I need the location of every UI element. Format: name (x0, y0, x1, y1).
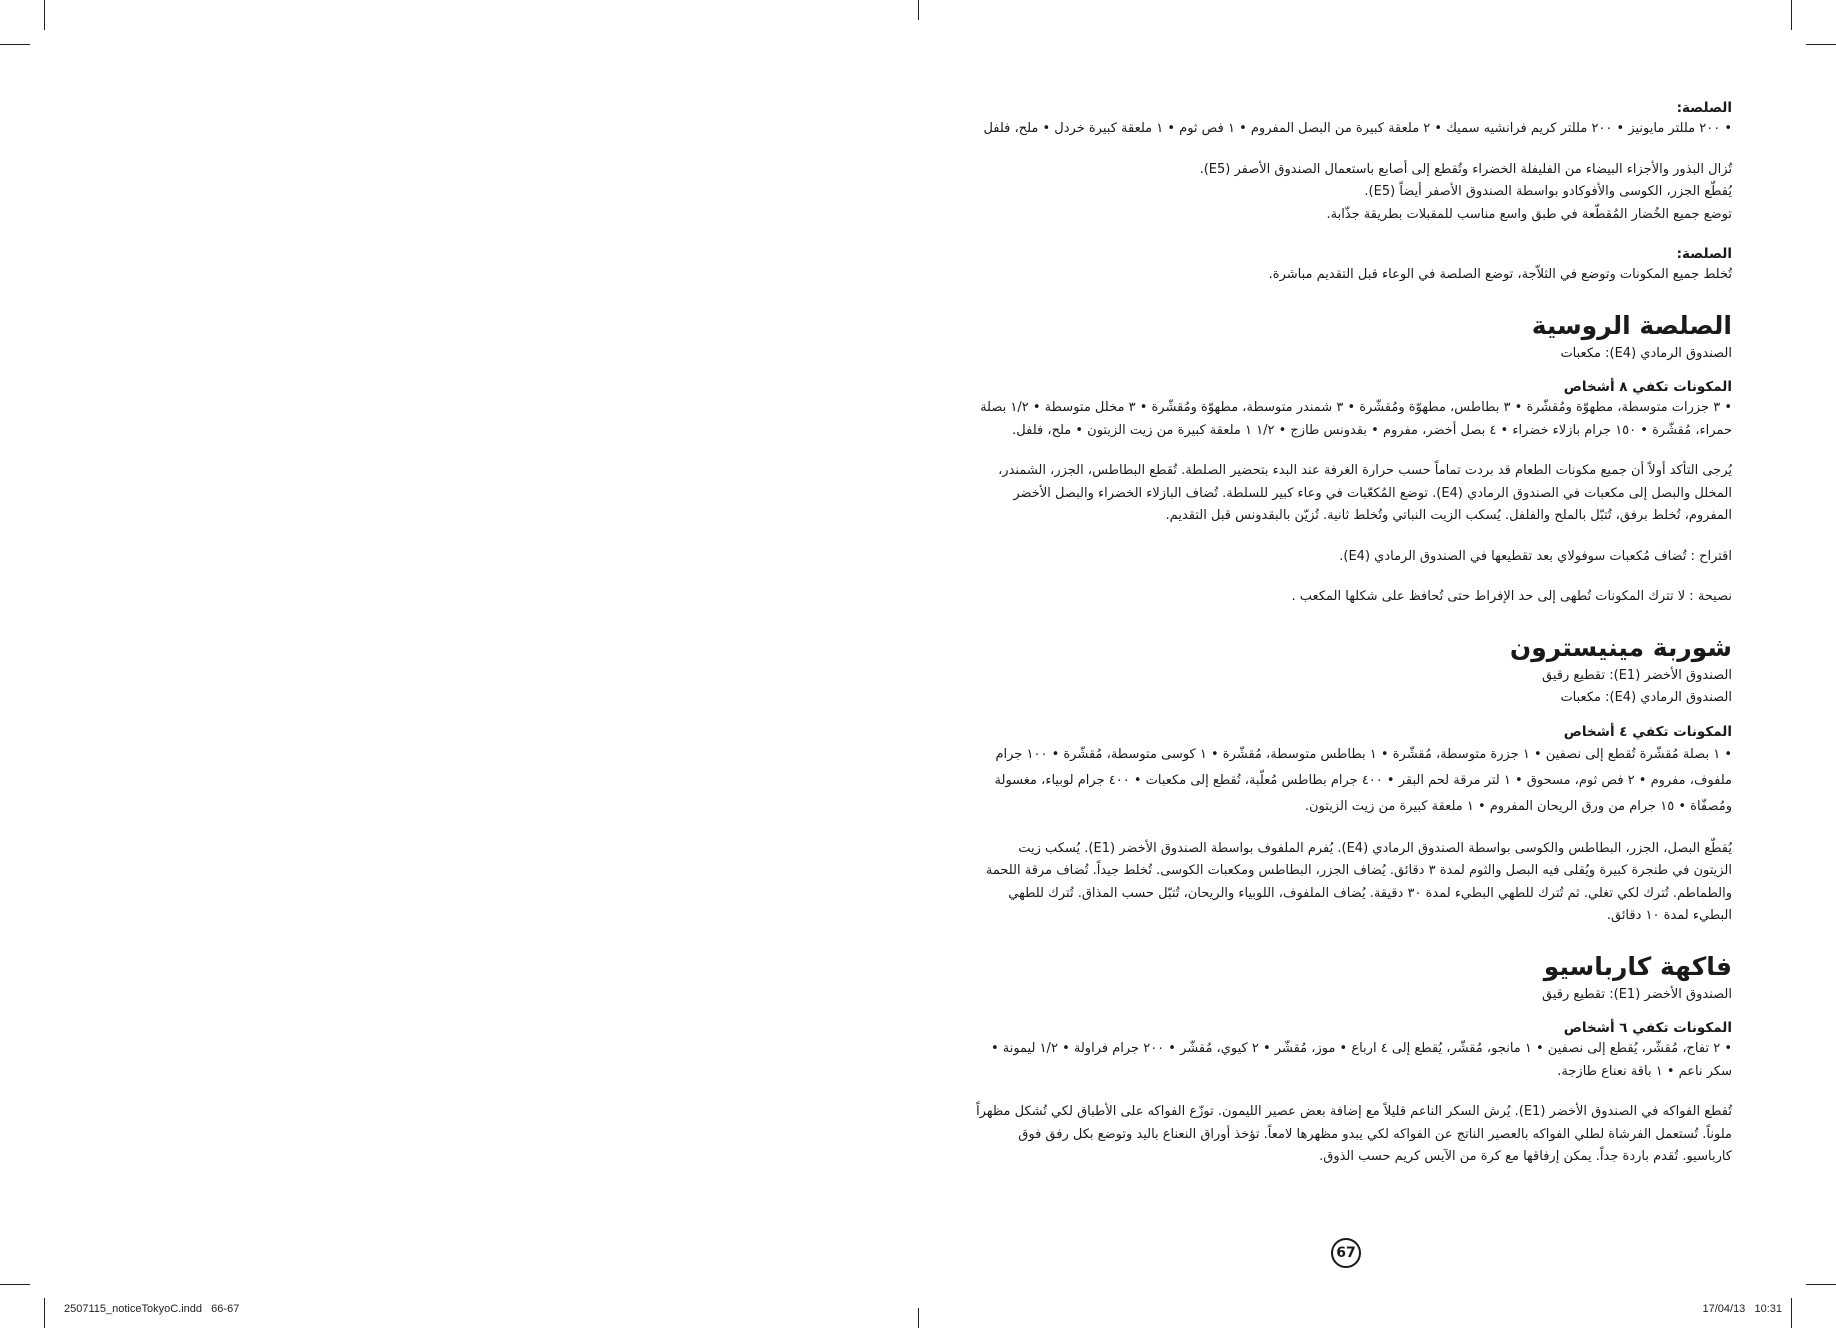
crop-mark (1791, 0, 1792, 30)
method-paragraph: يُقطّع البصل، الجزر، البطاطس والكوسى بواسطة الصندوق الرمادي (E4). يُفرم الملفوف بواسطة الصندوق الأخضر (E1). يُسكب زيت الزيتون في طنجرة كبيرة ويُقلى فيه البصل والثوم لمدة ٣ دقائق. يُضاف الجزر، البطاطس ومكعبات الكوسى. تُخلط جيداً. تُضاف مرقة اللحمة والطماطم. تُترك لكي تغلي. ثم تُترك للطهي البطيء لمدة ٣٠ دقيقة. يُضاف الملفوف، اللوبياء والريحان، تُتبّل حسب المذاق. تُترك للطهي البطيء لمدة ١٠ دقائق. (985, 840, 1732, 923)
ingredients-list: • ٣ جزرات متوسطة، مطهوّة ومُقشّرة • ٣ بطاطس، مطهوّة ومُقشّرة • ٣ شمندر متوسطة، مطهوّة ومُقشّرة • ٣ مخلل متوسطة • ١/٢ بصلة حمراء، مُقشّرة • ١٥٠ جرام بازلاء خضراء • ٤ بصل أخضر، مفروم • بقدونس طازج • ١/٢ ١ ملعقة كبيرة من زيت الزيتون • ملح، فلفل. (980, 400, 1732, 438)
method-paragraph: يُرجى التأكد أولاً أن جميع مكونات الطعام قد بردت تماماً حسب حرارة الغرفة عند البدء بتحضير الصلطة. تُقطع البطاطس، الجزر، الشمندر، المخلل والبصل إلى مكعبات في الصندوق الرمادي (E4). توضع المُكعّبات في وعاء كبير للسلطة. تُضاف البازلاء الخضراء والبصل الأخضر المفروم، تُخلط برفق، تُتبّل بالملح والفلفل. يُسكب الزيت النباتي وتُخلط ثانية. تُزيّن بالبقدونس قبل التقديم. (998, 463, 1732, 523)
method-paragraph: تُقطع الفواكه في الصندوق الأخضر (E1). يُرش السكر الناعم قليلاً مع إضافة بعض عصير الليمون. توزّع الفواكه على الأطباق لكي تُشكل مظهراً ملوناً. تُستعمل الفرشاة لطلي الفواكه بالعصير الناتج عن الفواكه لكي يبدو مظهرها لامعاً. تؤخذ أوراق النعناع باليد وتوضع بكل رفق فوق كارباسيو. تُقدم باردة جداً. يمكن إرفاقها مع كرة من الآيس كريم حسب الذوق. (976, 1104, 1732, 1164)
ingredients-label: المكونات تكفي ٦ أشخاص (1563, 1020, 1732, 1036)
ingredients-label: المكونات تكفي ٤ أشخاص (1563, 723, 1732, 740)
slug-date: 17/04/13 10:31 (1702, 1303, 1782, 1315)
sauce-label: الصلصة: (1676, 100, 1732, 116)
recipe-title: شوربة مينيسترون (1509, 632, 1732, 662)
crop-mark (918, 0, 919, 20)
recipe-title: الصلصة الروسية (1531, 310, 1732, 340)
crop-mark (0, 1284, 30, 1285)
recipe-subtitle: الصندوق الأخضر (E1): تقطيع رقيق (1542, 667, 1732, 683)
crop-mark (1791, 1298, 1792, 1328)
crop-mark (44, 1298, 45, 1328)
recipe-subtitle: الصندوق الرمادي (E4): مكعبات (1560, 690, 1732, 705)
page-number: 67 (1331, 1238, 1361, 1268)
recipe-column (976, 98, 1732, 1169)
crop-mark (44, 0, 45, 30)
crop-mark (0, 44, 30, 45)
sauce-label: الصلصة: (1676, 246, 1732, 262)
slug-file: 2507115_noticeTokyoC.indd 66-67 (64, 1303, 240, 1315)
sauce-ingredients: • ٢٠٠ مللتر مايونيز • ٢٠٠ مللتر كريم فرانشيه سميك • ٢ ملعقة كبيرة من البصل المفروم • ١ فص ثوم • ١ ملعقة كبيرة خردل • ملح، فلفل (983, 121, 1732, 136)
crop-mark (918, 1308, 919, 1328)
recipe-subtitle: الصندوق الرمادي (E4): مكعبات (1560, 345, 1732, 361)
suggestion-paragraph: اقتراح : تُضاف مُكعبات سوفولاي بعد تقطيعها في الصندوق الرمادي (E4). (1339, 548, 1732, 564)
crop-mark (1806, 1284, 1836, 1285)
ingredients-label: المكونات تكفي ٨ أشخاص (1563, 379, 1732, 395)
sauce-instructions: تُخلط جميع المكونات وتوضع في الثلاّجة، توضع الصلصة في الوعاء قبل التقديم مباشرة. (1268, 267, 1732, 282)
recipe-subtitle: الصندوق الأخضر (E1): تقطيع رقيق (1542, 986, 1732, 1002)
instruction-line: يُقطّع الجزر، الكوسى والأفوكادو بواسطة الصندوق الأصفر أيضاً (E5). (1364, 184, 1732, 199)
ingredients-list: • ١ بصلة مُقشّرة تُقطع إلى نصفين • ١ جزرة متوسطة، مُقشّرة • ١ بطاطس متوسطة، مُقشّرة • ١ كوسى متوسطة، مُقشّرة • ١٠٠ جرام ملفوف، مفروم • ٢ فص ثوم، مسحوق • ١ لتر مرقة لحم البقر • ٤٠٠ جرام بطاطس مُعلّبة، تُقطع إلى مكعبات • ٤٠٠ جرام لوبياء، مغسولة ومُصفّاة • ١٥ جرام من ورق الريحان المفروم • ١ ملعقة كبيرة من زيت الزيتون. (994, 746, 1732, 814)
instruction-line: تُزال البذور والأجزاء البيضاء من الفليفلة الخضراء وتُقطع إلى أصابع باستعمال الصندوق الأصفر (E5). (1199, 161, 1732, 177)
instruction-line: توضع جميع الخُضار المُقطّعة في طبق واسع مناسب للمقبلات بطريقة جذّابة. (1326, 206, 1732, 222)
crop-mark (1806, 44, 1836, 45)
recipe-title: فاكهة كارباسيو (1543, 951, 1732, 981)
tip-paragraph: نصيحة : لا تترك المكونات تُطهى إلى حد الإفراط حتى تُحافظ على شكلها المكعب . (1291, 589, 1732, 604)
ingredients-list: • ٢ تفاح، مُقشّر، يُقطع إلى نصفين • ١ مانجو، مُقشّر، يُقطع إلى ٤ ارباع • موز، مُقشّر • ٢ كيوي، مُقشّر • ٢٠٠ جرام فراولة • ١/٢ ليمونة • سكر ناعم • ١ باقة نعناع طازجة. (990, 1041, 1732, 1079)
